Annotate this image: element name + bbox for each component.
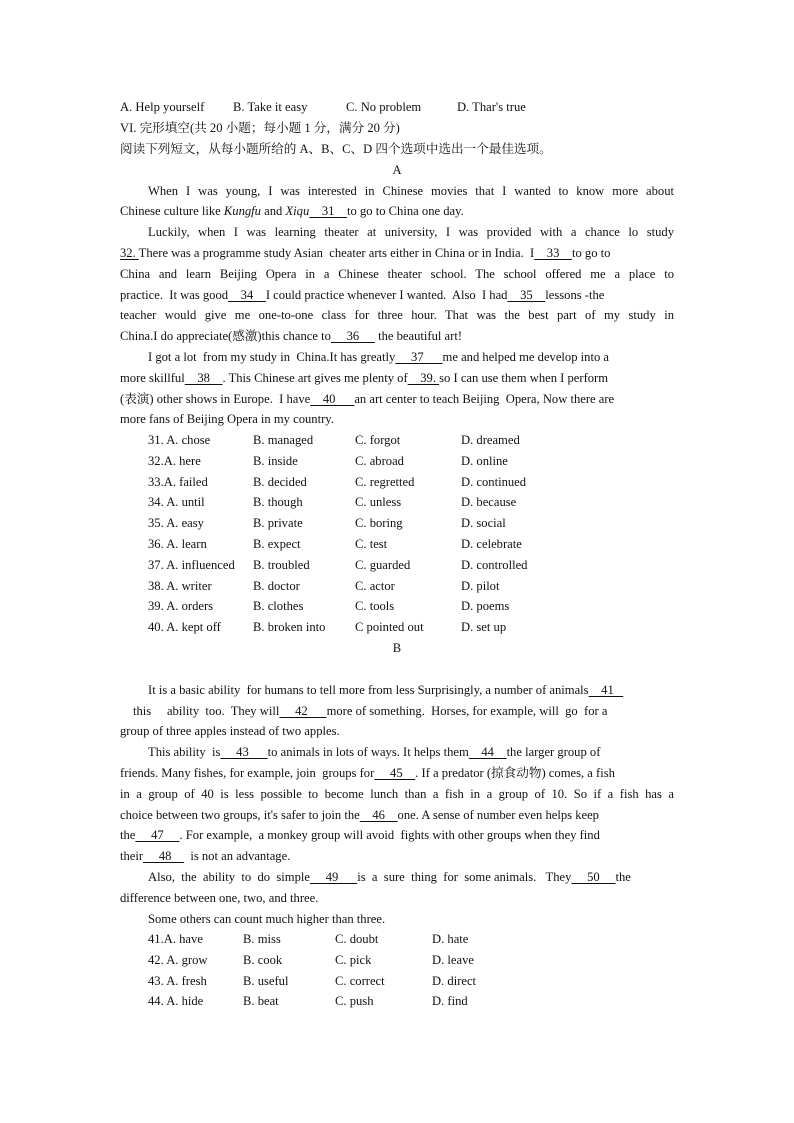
passage-b-line: their 48 is not an advantage.	[120, 849, 291, 863]
question-option: D. dreamed	[461, 433, 520, 447]
question-option: C. forgot	[355, 433, 401, 447]
passage-b-line: the 47 . For example, a monkey group will avoid fights with other groups when they find	[120, 828, 600, 842]
question-option: D. hate	[432, 932, 469, 946]
blank-43: 43	[220, 745, 268, 759]
question-option: C. doubt	[335, 932, 379, 946]
blank-48: 48	[143, 849, 185, 863]
question-option: 38. A. writer	[148, 578, 212, 593]
question-option: B. inside	[253, 453, 298, 468]
question-option: D. pilot	[461, 578, 500, 593]
question-option: B. managed	[253, 433, 314, 447]
question-option: B. though	[253, 495, 303, 510]
question-option: B. beat	[243, 994, 279, 1009]
question-option: B. miss	[243, 932, 281, 946]
passage-b-line: choice between two groups, it's safer to join the 46 one. A sense of number even helps keep	[120, 808, 599, 822]
question-option: 35. A. easy	[148, 516, 204, 531]
question-option: 44. A. hide	[148, 994, 204, 1009]
blank-49: 49	[309, 870, 358, 884]
question-option: C. guarded	[355, 557, 411, 572]
passage-a-line: 32. There was a programme study Asian cheater arts either in China or in India. I 33 to go to	[120, 246, 611, 260]
passage-a-line: Chinese culture like Kungfu and Xiqu 31 to go to China one day.	[120, 204, 464, 218]
question-option: D. celebrate	[461, 537, 522, 551]
blank-37: 37	[395, 350, 443, 364]
passage-a-line: When I was young, I was interested in Chinese movies that I wanted to know more about	[148, 184, 674, 198]
blank-40: 40	[310, 392, 355, 406]
question-option: C. unless	[355, 495, 402, 510]
question-option: 32.A. here	[148, 453, 201, 468]
kungfu-term: Kungfu	[223, 204, 261, 218]
blank-35: 35	[507, 288, 546, 302]
section-title: VI. 完形填空(共 20 小题；每小题 1 分，满分 20 分)	[120, 121, 400, 135]
passage-a-line: Luckily, when I was learning theater at university, I was provided with a chance lo study	[148, 225, 674, 239]
passage-a-line: (表演) other shows in Europe. I have 40 an art center to teach Beijing Opera, Now there are	[120, 392, 615, 406]
question-option: D. leave	[432, 952, 474, 967]
section-instruction: 阅读下列短文，从每小题所给的 A、B、C、D 四个选项中选出一个最佳选项。	[120, 142, 552, 156]
passage-b-line: It is a basic ability for humans to tell more from less Surprisingly, a number of animals 41	[148, 683, 624, 697]
blank-38: 38	[184, 371, 223, 385]
prev-option-b: B. Take it easy	[233, 100, 308, 114]
passage-a-line: more fans of Beijing Opera in my country.	[120, 412, 334, 426]
blank-33: 33	[534, 246, 572, 260]
question-option: 39. A. orders	[148, 599, 214, 614]
blank-42: 42	[279, 704, 327, 718]
blank-41: 41	[588, 683, 624, 697]
question-option: 33.A. failed	[148, 474, 208, 489]
passage-b-line: difference between one, two, and three.	[120, 891, 319, 905]
question-option: C. boring	[355, 516, 403, 531]
question-option: B. decided	[253, 474, 307, 489]
question-option: D. find	[432, 994, 468, 1009]
blank-34: 34	[228, 288, 266, 302]
question-option: B. broken into	[253, 620, 326, 635]
passage-b-line: this ability too. They will 42 more of something. Horses, for example, will go for a	[133, 704, 608, 718]
question-option: 34. A. until	[148, 495, 205, 510]
question-option: 31. A. chose	[148, 433, 211, 447]
question-option: D. set up	[461, 620, 507, 635]
question-option: C. pick	[335, 952, 372, 967]
passage-b-label: B	[392, 641, 402, 655]
question-option: 36. A. learn	[148, 537, 207, 551]
question-option: B. useful	[243, 973, 289, 988]
passage-b-line: Some others can count much higher than three.	[148, 912, 386, 926]
passage-b-line: in a group of 40 is less possible to become lunch than a fish in a group of 10. So if a fish has a	[120, 787, 674, 801]
prev-option-c: C. No problem	[346, 100, 422, 114]
blank-47: 47	[135, 828, 180, 842]
question-option: 37. A. influenced	[148, 557, 235, 572]
question-option: C pointed out	[355, 620, 424, 635]
passage-a-label: A	[392, 163, 402, 177]
question-option: C. test	[355, 537, 388, 551]
prev-option-d: D. Thar's true	[457, 100, 526, 114]
question-option: D. poems	[461, 599, 510, 614]
passage-a-line: teacher would give me one-to-one class for three hour. That was the best part of my study in	[120, 308, 674, 322]
blank-44: 44	[468, 745, 507, 759]
passage-b-line: This ability is 43 to animals in lots of ways. It helps them 44 the larger group of	[148, 745, 601, 759]
question-option: D. controlled	[461, 557, 528, 572]
question-option: 43. A. fresh	[148, 973, 207, 988]
question-option: B. doctor	[253, 578, 300, 593]
question-option: 40. A. kept off	[148, 620, 221, 635]
passage-a-line: China and learn Beijing Opera in a Chinese theater school. The school offered me a place to	[120, 267, 674, 281]
question-option: D. online	[461, 453, 508, 468]
passage-b-line: group of three apples instead of two apples.	[120, 724, 340, 738]
passage-a-line: more skillful 38 . This Chinese art gives me plenty of 39. so I can use them when I perform	[120, 371, 609, 385]
question-option: C. correct	[335, 973, 385, 988]
blank-39: 39.	[407, 371, 440, 385]
blank-32: 32.	[120, 246, 139, 260]
passage-a-line: China.I do appreciate(感激)this chance to 36 the beautiful art!	[120, 329, 463, 343]
prev-option-a: A. Help yourself	[120, 100, 205, 114]
question-option: C. tools	[355, 599, 395, 614]
question-option: B. clothes	[253, 599, 304, 614]
question-option: D. continued	[461, 474, 527, 489]
blank-46: 46	[359, 808, 398, 822]
question-option: B. troubled	[253, 557, 310, 572]
question-option: C. push	[335, 994, 374, 1009]
question-option: D. because	[461, 495, 517, 510]
passage-b-line: friends. Many fishes, for example, join groups for 45 . If a predator (掠食动物) comes, a fish	[120, 766, 615, 780]
blank-50: 50	[571, 870, 616, 884]
question-option: D. social	[461, 516, 506, 531]
question-option: 42. A. grow	[148, 952, 208, 967]
question-option: B. expect	[253, 537, 301, 551]
xiqu-term: Xiqu	[285, 204, 310, 218]
blank-31: 31	[309, 204, 348, 218]
passage-a-line: I got a lot from my study in China.It has greatly 37 me and helped me develop into a	[148, 350, 609, 364]
question-option: C. regretted	[355, 474, 415, 489]
passage-b-line: Also, the ability to do simple 49 is a sure thing for some animals. They 50 the	[148, 870, 631, 884]
question-option: C. actor	[355, 578, 395, 593]
question-option: C. abroad	[355, 453, 404, 468]
blank-36: 36	[330, 329, 375, 343]
passage-a-line: practice. It was good 34 I could practice whenever I wanted. Also I had 35 lessons -the	[120, 288, 605, 302]
question-option: 41.A. have	[148, 932, 203, 946]
question-option: B. private	[253, 516, 303, 531]
question-option: B. cook	[243, 952, 283, 967]
question-option: D. direct	[432, 973, 477, 988]
blank-45: 45	[374, 766, 416, 780]
